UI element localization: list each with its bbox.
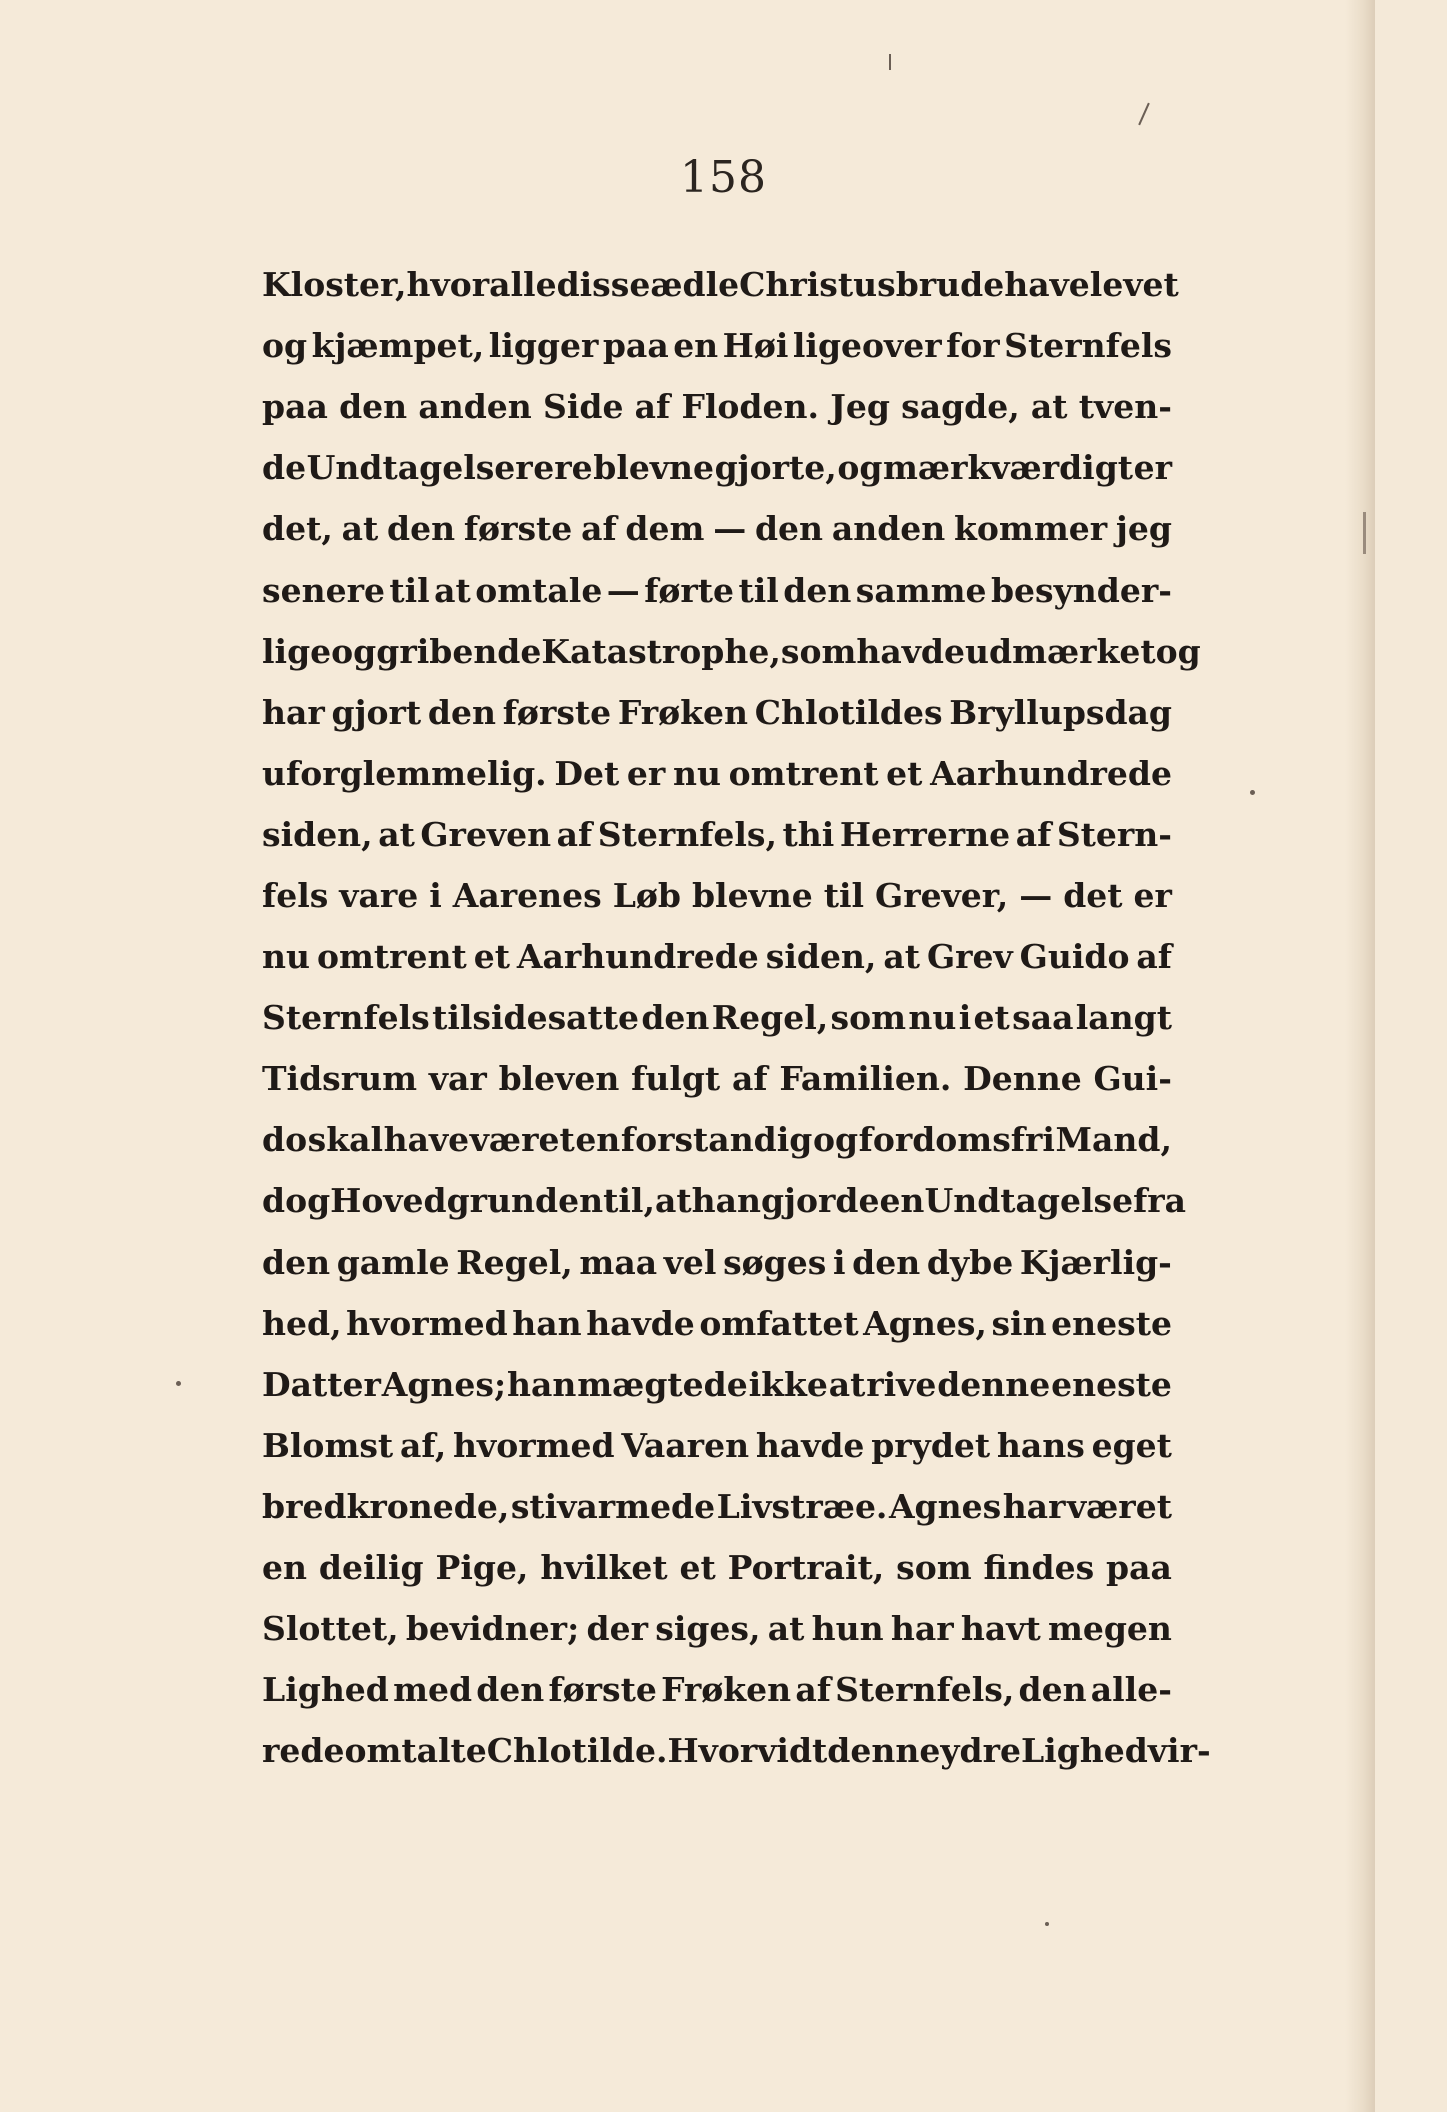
- word: ydre: [940, 1731, 1021, 1771]
- word: Kloster,: [262, 265, 407, 305]
- body-text: [262, 254, 1211, 1781]
- print-speck: [176, 1381, 181, 1386]
- word: Agnes;: [381, 1364, 507, 1404]
- word: den: [852, 1242, 921, 1282]
- word: rede: [262, 1731, 345, 1771]
- word: paa: [262, 387, 328, 427]
- word: første: [548, 1670, 657, 1710]
- text-line: [262, 437, 1172, 498]
- word: er: [626, 753, 666, 793]
- word: Christusbrude: [739, 265, 1005, 305]
- word: havde: [856, 631, 965, 671]
- word: fra: [1133, 1181, 1187, 1221]
- word: Frøken: [661, 1670, 792, 1710]
- word: prydet: [871, 1425, 991, 1465]
- text-line: [262, 1048, 1172, 1109]
- word: Grev: [926, 937, 1013, 977]
- text-line: [262, 254, 1179, 315]
- word: omtrent: [728, 753, 879, 793]
- word: Slottet,: [262, 1609, 399, 1649]
- word: været: [1066, 1486, 1172, 1526]
- word: i: [832, 1242, 846, 1282]
- word: er: [1133, 875, 1172, 915]
- word: —: [606, 570, 640, 610]
- word: have: [1004, 265, 1090, 305]
- word: sin: [991, 1303, 1047, 1343]
- text-line: [262, 1659, 1172, 1720]
- word: Side: [543, 387, 624, 427]
- word: de: [262, 448, 307, 488]
- word: at: [341, 509, 379, 549]
- word: do: [262, 1120, 308, 1160]
- word: sagde,: [901, 387, 1020, 427]
- word: anden: [831, 509, 946, 549]
- word: Sternfels: [1004, 326, 1172, 366]
- word: at: [828, 1364, 866, 1404]
- word: af: [795, 1670, 831, 1710]
- text-line: [262, 559, 1172, 620]
- word: hvormed: [346, 1303, 508, 1343]
- word: hun: [811, 1609, 884, 1649]
- word: et: [473, 937, 510, 977]
- word: blevne: [593, 448, 715, 488]
- word: Mand,: [1055, 1120, 1172, 1160]
- word: af: [1015, 814, 1052, 854]
- word: Tidsrum: [262, 1059, 418, 1099]
- word: stivarmede: [510, 1486, 716, 1526]
- word: dem: [625, 509, 705, 549]
- word: Høi: [722, 326, 789, 366]
- word: Pige,: [435, 1548, 529, 1588]
- word: vel: [663, 1242, 717, 1282]
- word: —: [713, 509, 747, 549]
- word: disse: [556, 265, 651, 305]
- word: tilsidesatte: [432, 998, 640, 1038]
- word: dog: [262, 1181, 331, 1221]
- word: Denne: [963, 1059, 1082, 1099]
- word: Sternfels,: [835, 1670, 1015, 1710]
- page-number: 158: [680, 152, 767, 203]
- word: Portrait,: [727, 1548, 885, 1588]
- word: kjæmpet,: [311, 326, 485, 366]
- word: har: [262, 692, 325, 732]
- word: hed,: [262, 1303, 342, 1343]
- word: Sternfels: [262, 998, 430, 1038]
- text-line: [262, 376, 1172, 437]
- word: havde: [755, 1425, 865, 1465]
- word: bevidner;: [405, 1609, 580, 1649]
- word: Aarhundrede: [516, 937, 759, 977]
- word: Grever,: [875, 875, 1009, 915]
- word: det,: [262, 509, 333, 549]
- word: have: [383, 1120, 470, 1160]
- word: af: [581, 509, 617, 549]
- word: er: [1133, 448, 1172, 488]
- word: første: [463, 509, 573, 549]
- text-line: [262, 1598, 1172, 1659]
- text-line: [262, 1109, 1172, 1170]
- text-line: [262, 1537, 1172, 1598]
- word: havde: [586, 1303, 695, 1343]
- word: Gui-: [1093, 1059, 1172, 1099]
- text-line: [262, 987, 1172, 1048]
- word: ligger: [488, 326, 599, 366]
- word: nu: [908, 998, 957, 1038]
- text-line: [262, 926, 1172, 987]
- word: omtale: [475, 570, 603, 610]
- word: af: [1136, 937, 1172, 977]
- word: anden: [418, 387, 532, 427]
- text-line: [262, 498, 1172, 559]
- word: at: [1030, 387, 1068, 427]
- word: at: [883, 937, 921, 977]
- word: paa: [1106, 1548, 1172, 1588]
- word: langt: [1075, 998, 1172, 1038]
- word: Bryllupsdag: [949, 692, 1172, 732]
- word: Floden.: [681, 387, 819, 427]
- word: Aarhundrede: [930, 753, 1172, 793]
- word: af: [634, 387, 671, 427]
- word: til: [823, 875, 865, 915]
- word: siden,: [262, 814, 373, 854]
- word: mærkværdigt: [883, 448, 1134, 488]
- word: havt: [960, 1609, 1041, 1649]
- word: søges: [723, 1242, 827, 1282]
- word: i: [429, 875, 442, 915]
- text-line: [262, 743, 1172, 804]
- word: at: [767, 1609, 805, 1649]
- word: dybe: [926, 1242, 1014, 1282]
- word: en: [262, 1548, 307, 1588]
- word: Regel,: [711, 998, 829, 1038]
- word: Lighed: [1020, 1731, 1148, 1771]
- word: jeg: [1115, 509, 1172, 549]
- word: deilig: [318, 1548, 424, 1588]
- word: findes: [983, 1548, 1095, 1588]
- word: Katastrophe,: [541, 631, 781, 671]
- word: ikke: [748, 1364, 828, 1404]
- text-line: [262, 621, 1201, 682]
- word: lige: [262, 631, 332, 671]
- word: af,: [399, 1425, 447, 1465]
- word: Agnes: [888, 1486, 1002, 1526]
- text-line: [262, 865, 1172, 926]
- word: senere: [262, 570, 385, 610]
- word: i: [958, 998, 972, 1038]
- word: eget: [1091, 1425, 1172, 1465]
- word: et: [973, 998, 1010, 1038]
- word: thi: [782, 814, 835, 854]
- word: —: [1019, 875, 1053, 915]
- word: Guido: [1019, 937, 1130, 977]
- word: den: [262, 1242, 331, 1282]
- word: siges,: [655, 1609, 761, 1649]
- text-line: [262, 1232, 1172, 1293]
- word: den: [1018, 1670, 1087, 1710]
- word: og: [1155, 631, 1201, 671]
- word: saa: [1012, 998, 1074, 1038]
- word: det: [1063, 875, 1123, 915]
- word: samme: [855, 570, 987, 610]
- word: Det: [554, 753, 620, 793]
- word: bredkronede,: [262, 1486, 510, 1526]
- word: eneste: [1051, 1364, 1172, 1404]
- word: skal: [307, 1120, 384, 1160]
- word: besynder-: [990, 570, 1172, 610]
- word: Vaaren: [621, 1425, 750, 1465]
- word: der: [586, 1609, 648, 1649]
- word: han: [507, 1364, 577, 1404]
- print-speck: [1138, 103, 1150, 126]
- word: den: [476, 1670, 545, 1710]
- word: den: [387, 509, 456, 549]
- word: Chlotildes: [754, 692, 943, 732]
- word: at: [654, 1181, 692, 1221]
- word: som: [896, 1548, 972, 1588]
- word: vare: [339, 875, 419, 915]
- print-speck: [1363, 512, 1366, 554]
- word: som: [780, 631, 857, 671]
- page-edge-shadow: [1345, 0, 1375, 2112]
- word: ere: [533, 448, 593, 488]
- text-line: [262, 315, 1172, 376]
- word: han: [512, 1303, 582, 1343]
- word: fulgt: [631, 1059, 721, 1099]
- word: første: [502, 692, 612, 732]
- word: Undtagelser: [306, 448, 533, 488]
- word: omtrent: [316, 937, 467, 977]
- word: været: [469, 1120, 575, 1160]
- word: et: [679, 1548, 716, 1588]
- word: Løb: [612, 875, 681, 915]
- word: en: [575, 1120, 621, 1160]
- word: nu: [262, 937, 310, 977]
- word: Stern-: [1056, 814, 1172, 854]
- print-speck: [1250, 790, 1255, 795]
- word: til: [389, 570, 430, 610]
- word: hvor: [406, 265, 490, 305]
- word: et: [886, 753, 923, 793]
- word: Chlotilde.: [486, 1731, 668, 1771]
- text-line: [262, 1354, 1172, 1415]
- word: og: [331, 631, 377, 671]
- word: alle-: [1090, 1670, 1172, 1710]
- word: omtalte: [344, 1731, 487, 1771]
- word: førte: [644, 570, 735, 610]
- word: for: [946, 326, 1000, 366]
- text-line: [262, 1415, 1172, 1476]
- word: af: [731, 1059, 768, 1099]
- word: Blomst: [262, 1425, 394, 1465]
- word: Datter: [262, 1364, 381, 1404]
- word: med: [393, 1670, 473, 1710]
- word: gjorte,: [714, 448, 837, 488]
- word: Livstræe.: [716, 1486, 888, 1526]
- word: denne: [827, 1731, 941, 1771]
- word: hans: [996, 1425, 1085, 1465]
- print-speck: [1045, 1922, 1049, 1926]
- word: fels: [262, 875, 329, 915]
- word: omfattet: [699, 1303, 859, 1343]
- word: til,: [603, 1181, 655, 1221]
- word: den: [783, 570, 852, 610]
- word: siden,: [765, 937, 877, 977]
- word: den: [427, 692, 496, 732]
- word: og: [262, 326, 308, 366]
- word: ligeover: [792, 326, 942, 366]
- word: til: [738, 570, 779, 610]
- word: tven-: [1078, 387, 1172, 427]
- word: gjort: [331, 692, 422, 732]
- word: gamle: [336, 1242, 450, 1282]
- word: den: [339, 387, 408, 427]
- word: en: [879, 1181, 925, 1221]
- word: fordomsfri: [858, 1120, 1055, 1160]
- word: Agnes,: [863, 1303, 987, 1343]
- word: hvormed: [453, 1425, 615, 1465]
- word: Greven: [420, 814, 552, 854]
- word: Aarenes: [452, 875, 602, 915]
- word: at: [434, 570, 471, 610]
- word: som: [830, 998, 907, 1038]
- word: maa: [579, 1242, 658, 1282]
- word: rive: [866, 1364, 937, 1404]
- word: Sternfels,: [597, 814, 777, 854]
- word: den: [641, 998, 710, 1038]
- word: bleven: [498, 1059, 620, 1099]
- word: Familien.: [779, 1059, 952, 1099]
- word: uforglemmelig.: [262, 753, 547, 793]
- word: var: [428, 1059, 487, 1099]
- word: denne: [937, 1364, 1051, 1404]
- word: Kjærlig-: [1019, 1242, 1172, 1282]
- text-line: [262, 1170, 1187, 1231]
- word: nu: [672, 753, 721, 793]
- text-line: [262, 804, 1172, 865]
- word: har: [1002, 1486, 1066, 1526]
- word: gribende: [376, 631, 542, 671]
- word: ædle: [650, 265, 740, 305]
- print-speck: [889, 54, 891, 70]
- word: af: [556, 814, 593, 854]
- word: har: [890, 1609, 954, 1649]
- word: gjorde: [760, 1181, 880, 1221]
- word: Lighed: [262, 1670, 389, 1710]
- text-line: [262, 1476, 1172, 1537]
- word: udmærket: [965, 631, 1156, 671]
- word: kommer: [954, 509, 1108, 549]
- word: Hovedgrunden: [330, 1181, 604, 1221]
- word: han: [691, 1181, 761, 1221]
- word: Frøken: [617, 692, 749, 732]
- word: Regel,: [456, 1242, 573, 1282]
- word: Jeg: [830, 387, 890, 427]
- word: eneste: [1051, 1303, 1172, 1343]
- word: en: [673, 326, 719, 366]
- word: Undtagelse: [924, 1181, 1134, 1221]
- word: alle: [489, 265, 557, 305]
- word: mægtede: [577, 1364, 748, 1404]
- word: hvilket: [540, 1548, 668, 1588]
- text-line: [262, 1720, 1211, 1781]
- word: og: [812, 1120, 859, 1160]
- word: vir-: [1147, 1731, 1211, 1771]
- word: paa: [602, 326, 669, 366]
- text-line: [262, 1293, 1172, 1354]
- word: megen: [1047, 1609, 1172, 1649]
- word: og: [837, 448, 883, 488]
- text-line: [262, 682, 1172, 743]
- word: levet: [1089, 265, 1179, 305]
- word: at: [378, 814, 415, 854]
- word: Herrerne: [839, 814, 1011, 854]
- word: den: [754, 509, 824, 549]
- word: blevne: [691, 875, 813, 915]
- word: forstandig: [620, 1120, 813, 1160]
- word: Hvorvidt: [667, 1731, 828, 1771]
